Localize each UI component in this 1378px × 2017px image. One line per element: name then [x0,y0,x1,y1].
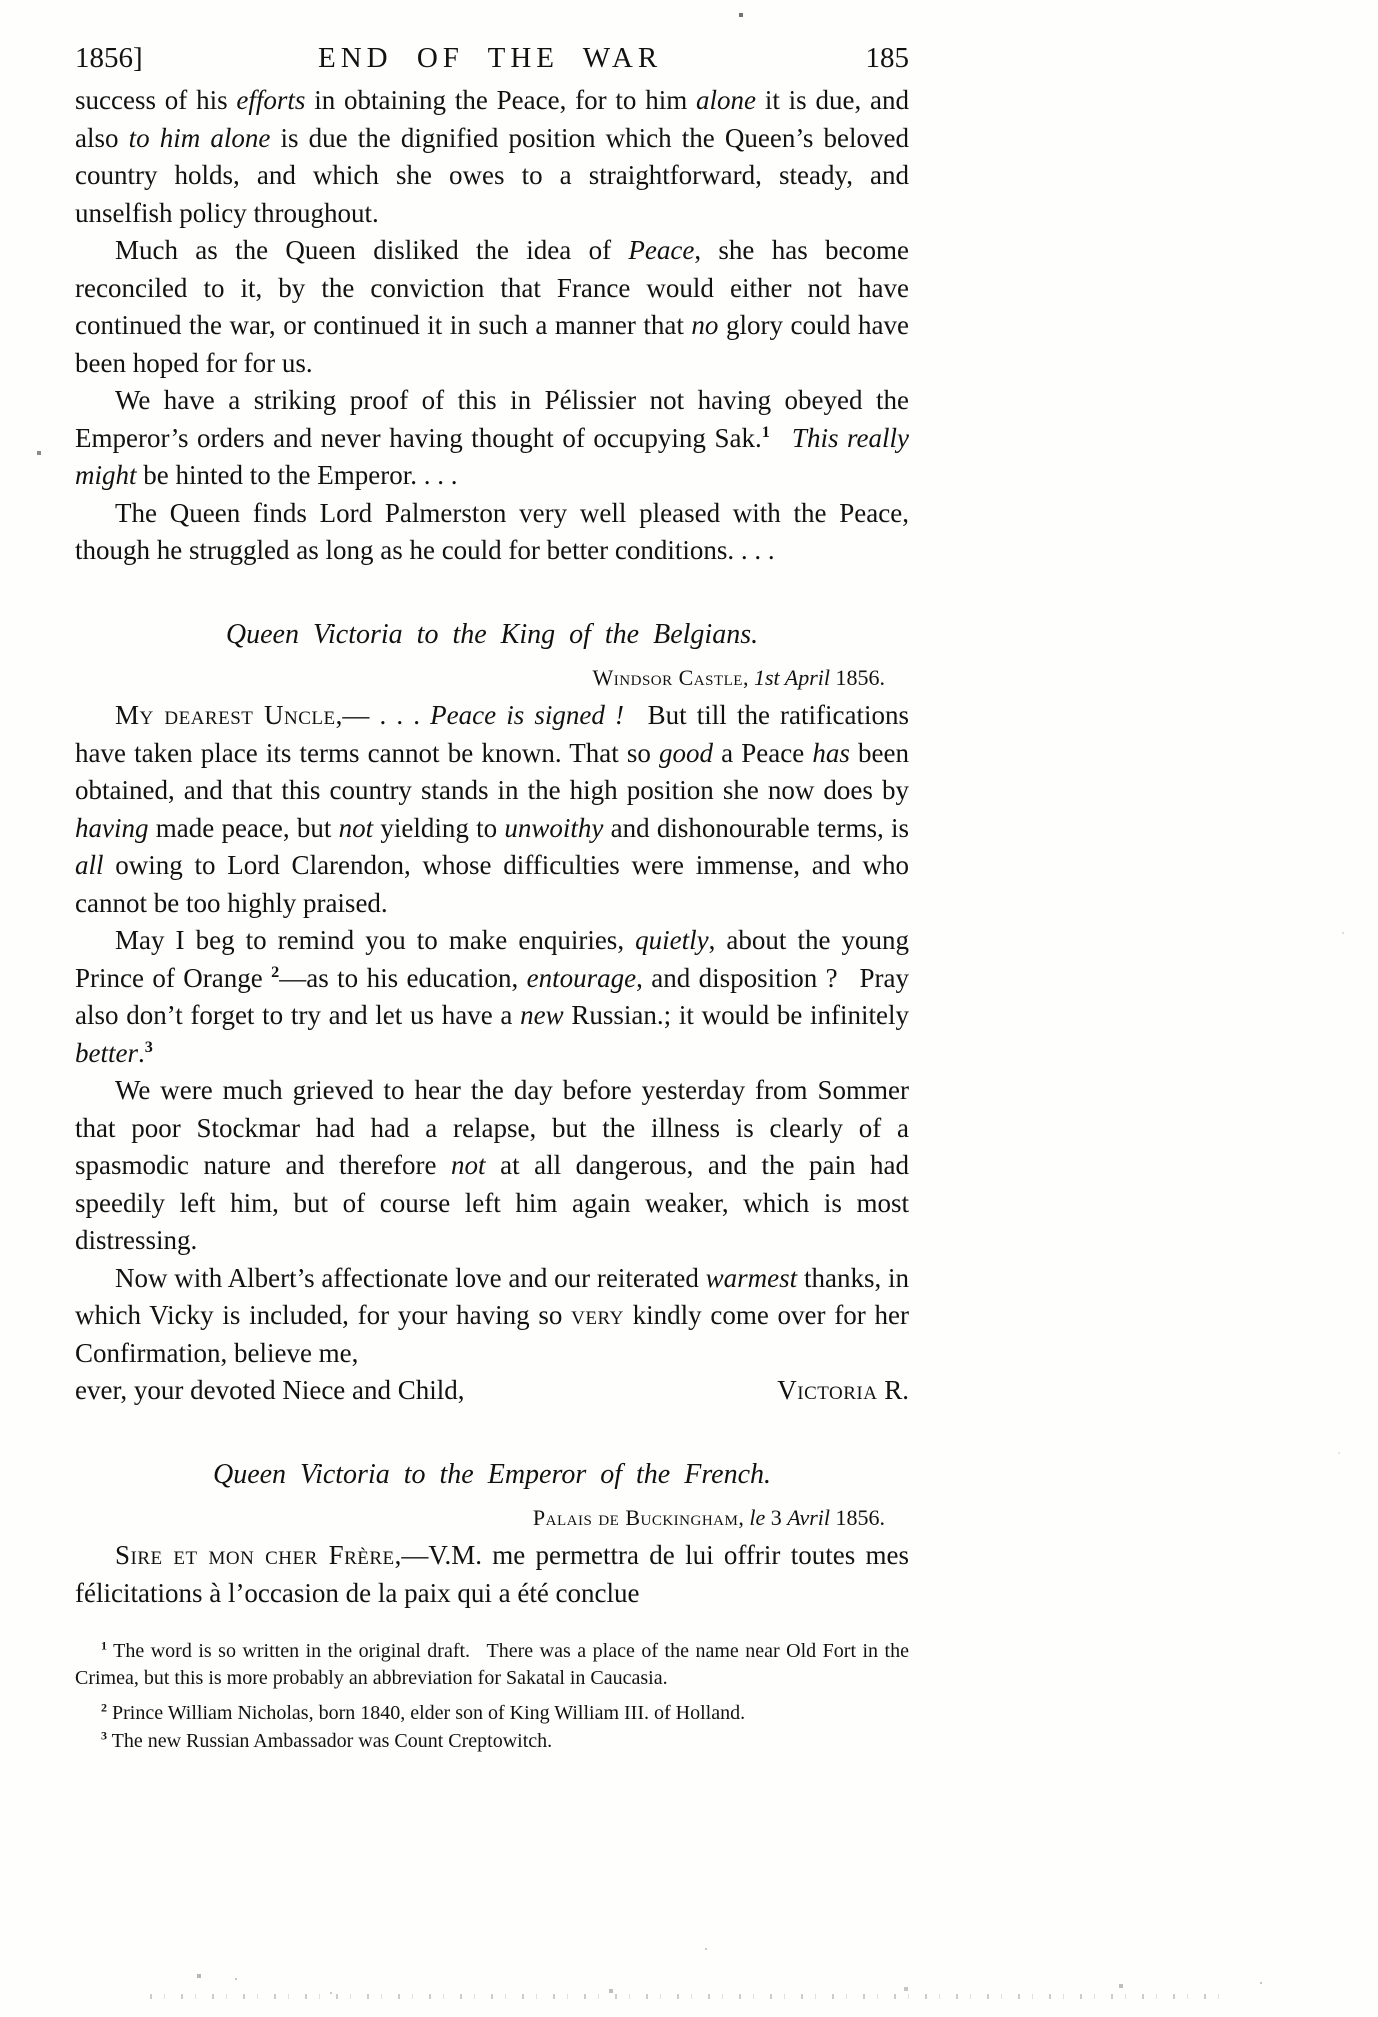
letter1-paragraph-1: My dearest Uncle,— . . . Peace is signed ! But till the ratifications have taken place its terms cannot be known. That so good a Peace has been obtained, and that this country stands in the high position she now does by having made peace, but not yielding to unwoithy and dishonourable terms, is all owing to Lord Clarendon, whose difficulties were immense, and who cannot be too highly praised. [75,700,910,918]
page-text [75,82,909,1755]
letter-heading-french: Queen Victoria to the Emperor of the French. [212,1458,772,1490]
scan-edge-noise [150,1994,1230,1999]
paragraph-intro-3: We have a striking proof of this in Pélissier not having obeyed the Emperor’s orders and never having thought of occupying Sak.$^1$ This really might be hinted to the Emperor. . . . [75,385,910,490]
letter2-paragraph-1: Sire et mon cher Frère,—V.M. me permettra de lui offrir toutes mes félicitations à l’occasion de la paix qui a été conclue [75,1540,910,1608]
letter-dateline-windsor: Windsor Castle, 1st April 1856. [592,665,885,690]
running-head [75,42,909,75]
scan-speckle [0,0,2,2]
paragraph-intro-1: success of his efforts in obtaining the Peace, for to him alone it is due, and also to him alone is due the dignified position which the Queen’s beloved country holds, and which she owes to a straightforward, steady, and unselfish policy throughout. [75,85,910,228]
footnotes [75,1638,909,1755]
letter-heading-belgians: Queen Victoria to the King of the Belgians. [225,618,759,650]
letter-dateline-buckingham: Palais de Buckingham, le 3 Avril 1856. [532,1505,885,1530]
footnote-1: $^1$ The word is so written in the original draft. There was a place of the name near Old Fort in the Crimea, but this is more probably an abbreviation for Sakatal in Caucasia. [75,1638,909,1689]
footnote-3: $^3$ The new Russian Ambassador was Count Creptowitch. [101,1728,553,1752]
letter1-paragraph-4: Now with Albert’s affectionate love and our reiterated warmest thanks, in which Vicky is included, for your having so very kindly come over for her Confirmation, believe me, [75,1262,910,1368]
letter1-paragraph-3: We were much grieved to hear the day before yesterday from Sommer that poor Stockmar had had a relapse, but the illness is clearly of a spasmodic nature and therefore not at all dangerous, and the pain had speedily left him, but of course left him again weaker, which is most distressing. [75,1075,909,1255]
letter1-paragraph-2: May I beg to remind you to make enquiries, quietly, about the young Prince of Orange $^2$—as to his education, entourage, and disposition ? Pray also don’t forget to try and let us have a new Russian.; it would be infinitely better.$^3$ [75,925,910,1068]
running-title: END OF THE WAR [317,42,663,74]
page-number: 185 [865,42,909,74]
footnote-2: $^2$ Prince William Nicholas, born 1840, elder son of King William III. of Holland. [101,1700,746,1724]
paragraph-intro-4: The Queen finds Lord Palmerston very well pleased with the Peace, though he struggled as long as he could for better conditions. . . . [75,497,909,565]
closing-text: ever, your devoted Niece and Child, [75,1375,465,1405]
signature-name: Victoria R. [777,1375,909,1405]
signature-line [75,1372,909,1410]
folio-year: 1856] [75,42,143,74]
paragraph-intro-2: Much as the Queen disliked the idea of Peace, she has become reconciled to it, by the conviction that France would either not have continued the war, or continued it in such a manner that no glory could have been hoped for for us. [75,235,909,378]
